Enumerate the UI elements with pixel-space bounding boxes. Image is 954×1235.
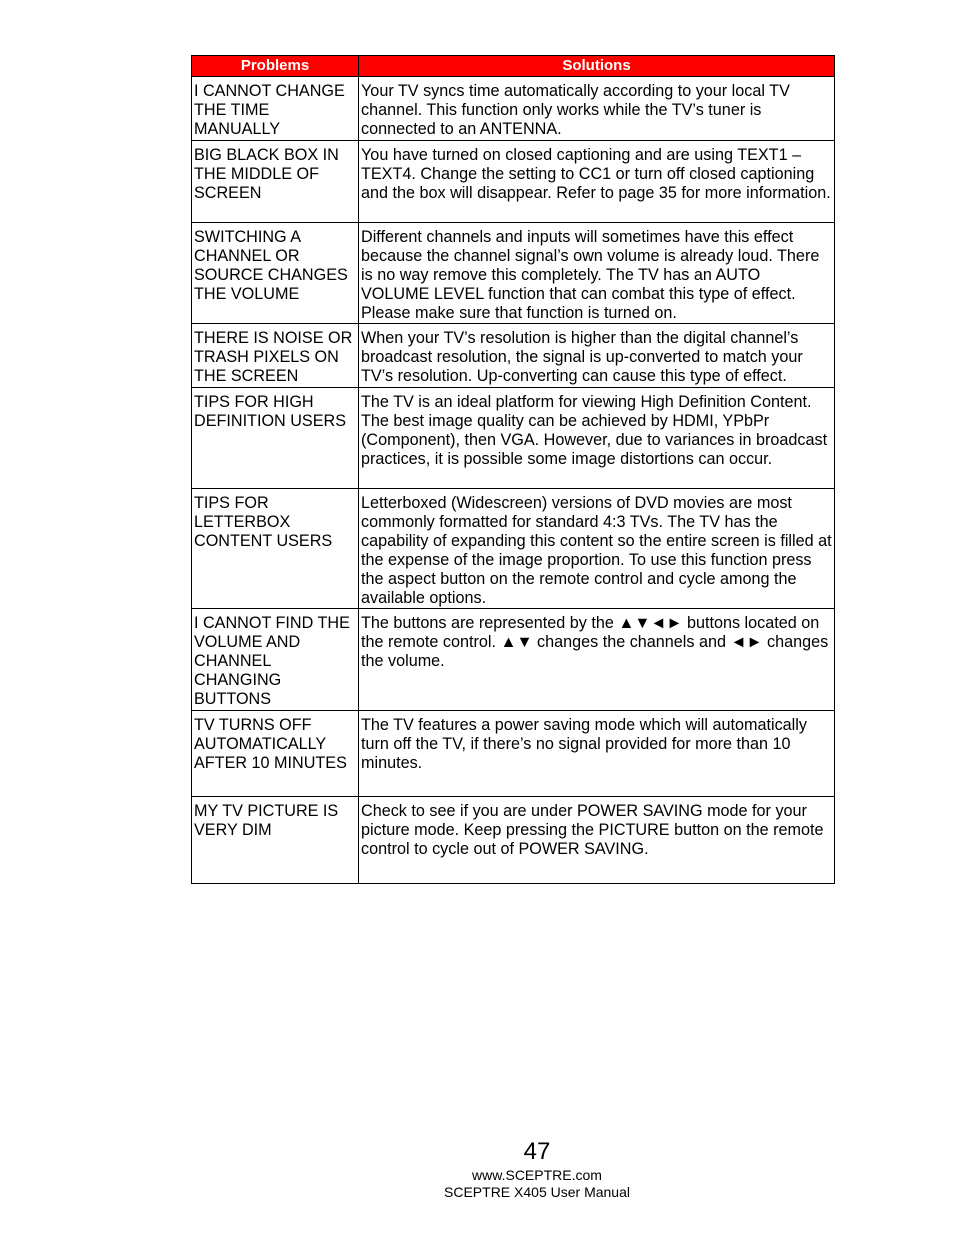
- problems-header: Problems: [192, 56, 359, 77]
- solution-cell: Your TV syncs time automatically according to your local TV channel. This function only works while the TV’s tuner is connected to an ANTENNA.: [359, 77, 835, 141]
- page-number: 47: [523, 1138, 551, 1165]
- table-row: [192, 609, 835, 711]
- problem-cell: I CANNOT FIND THE VOLUME AND CHANNEL CHANGING BUTTONS: [192, 609, 359, 711]
- table-row: [192, 711, 835, 797]
- solution-cell: When your TV’s resolution is higher than the digital channel’s broadcast resolution, the signal is up-converted to match your TV’s resolution. Up-converting can cause this type of effect.: [359, 324, 835, 388]
- solution-cell: Letterboxed (Widescreen) versions of DVD movies are most commonly formatted for standard 4:3 TVs. The TV has the capability of expanding this content so the entire screen is filled at the expense of the image proportion. To use this function press the aspect button on the remote control and cycle among the available options.: [359, 489, 835, 609]
- manual-name: SCEPTRE X405 User Manual: [444, 1184, 630, 1200]
- problem-cell: TIPS FOR HIGH DEFINITION USERS: [192, 388, 359, 489]
- troubleshooting-table: [191, 55, 835, 884]
- table-row: [192, 141, 835, 223]
- table-row: [192, 324, 835, 388]
- table-row: [192, 77, 835, 141]
- table-row: [192, 797, 835, 884]
- problem-cell: I CANNOT CHANGE THE TIME MANUALLY: [192, 77, 359, 141]
- website-url: www.SCEPTRE.com: [472, 1167, 602, 1183]
- table-row: [192, 388, 835, 489]
- table-header-row: [192, 56, 835, 77]
- solution-cell: Different channels and inputs will sometimes have this effect because the channel signal’s own volume is already loud. There is no way remove this completely. The TV has an AUTO VOLUME LEVEL function that can combat this type of effect. Please make sure that function is turned on.: [359, 223, 835, 324]
- problem-cell: TIPS FOR LETTERBOX CONTENT USERS: [192, 489, 359, 609]
- table-row: [192, 223, 835, 324]
- solution-cell: The TV features a power saving mode which will automatically turn off the TV, if there’s no signal provided for more than 10 minutes.: [359, 711, 835, 797]
- solution-cell: The TV is an ideal platform for viewing High Definition Content. The best image quality can be achieved by HDMI, YPbPr (Component), then VGA. However, due to variances in broadcast practices, it is possible some image distortions can occur.: [359, 388, 835, 489]
- solution-cell: You have turned on closed captioning and are using TEXT1 – TEXT4. Change the setting to CC1 or turn off closed captioning and the box will disappear. Refer to page 35 for more information.: [359, 141, 835, 223]
- problem-cell: THERE IS NOISE OR TRASH PIXELS ON THE SCREEN: [192, 324, 359, 388]
- problem-cell: SWITCHING A CHANNEL OR SOURCE CHANGES THE VOLUME: [192, 223, 359, 324]
- problem-cell: TV TURNS OFF AUTOMATICALLY AFTER 10 MINUTES: [192, 711, 359, 797]
- solutions-header: Solutions: [359, 56, 835, 77]
- problem-cell: BIG BLACK BOX IN THE MIDDLE OF SCREEN: [192, 141, 359, 223]
- table-row: [192, 489, 835, 609]
- solution-cell: Check to see if you are under POWER SAVING mode for your picture mode. Keep pressing the PICTURE button on the remote control to cycle out of POWER SAVING.: [359, 797, 835, 884]
- problem-cell: MY TV PICTURE IS VERY DIM: [192, 797, 359, 884]
- solution-cell: The buttons are represented by the ▲▼◄► buttons located on the remote control. ▲▼ changes the channels and ◄► changes the volume.: [359, 609, 835, 711]
